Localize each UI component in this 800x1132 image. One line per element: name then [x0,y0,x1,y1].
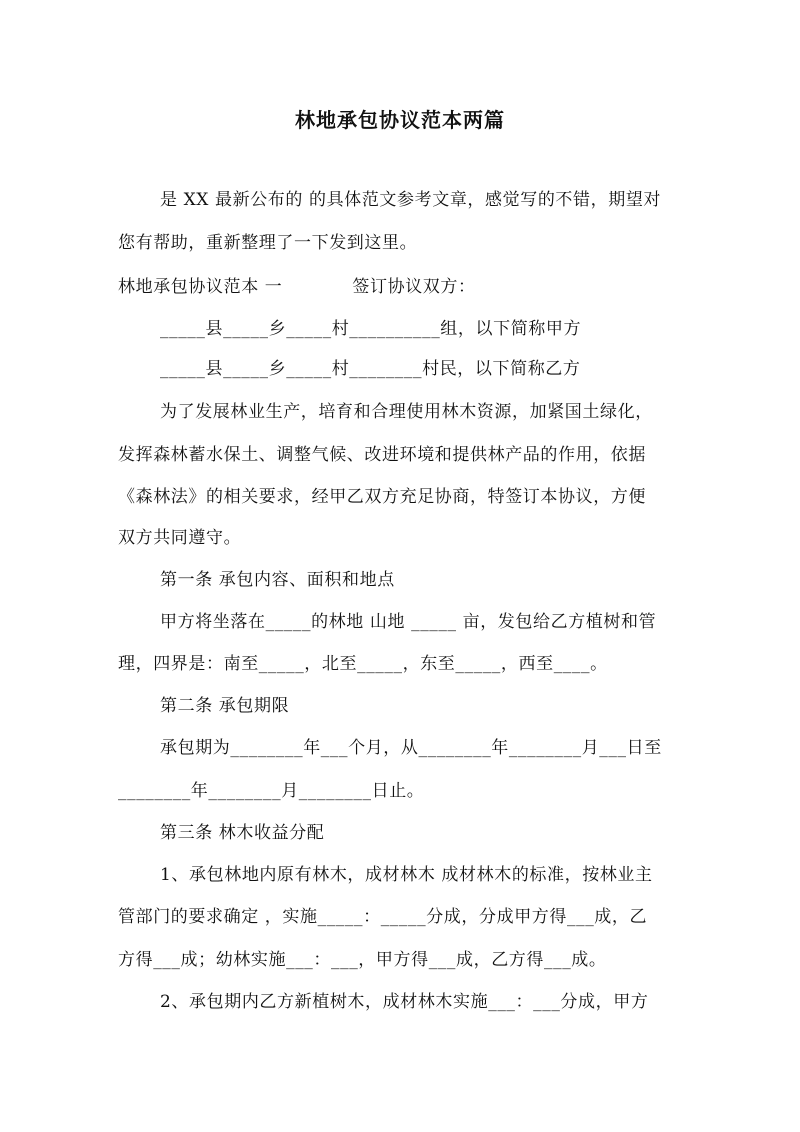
party-a-line: _____县_____乡_____村__________组，以下简称甲方 [160,319,582,339]
document-title: 林地承包协议范本两篇 [295,108,505,132]
paragraph-line: 是 XX 最新公布的 的具体范文参考文章，感觉写的不错，期望对 [160,190,662,210]
paragraph-line: 甲方将坐落在_____的林地 山地 _____ 亩，发包给乙方植树和管 [160,612,657,632]
paragraph-line: 管部门的要求确定 ，实施_____：_____分成，分成甲方得___成，乙 [118,907,648,927]
paragraph-line: 承包期为________年___个月，从________年________月___日至 [160,738,662,758]
section-heading-line [118,276,688,298]
parties-heading: 签订协议双方： [352,277,476,297]
article-2-heading: 第二条 承包期限 [160,696,290,716]
article-3-heading: 第三条 林木收益分配 [160,823,325,843]
paragraph-line: ________年________月________日止。 [118,781,425,801]
paragraph-line: 为了发展林业生产，培育和合理使用林木资源，加紧国土绿化， [160,402,653,422]
paragraph-line: 《森林法》的相关要求，经甲乙双方充足协商，特签订本协议，方便 [118,487,646,507]
sample-heading: 林地承包协议范本 一 [118,277,283,297]
party-b-line: _____县_____乡_____村________村民，以下简称乙方 [160,359,581,379]
paragraph-line: 1、承包林地内原有林木，成材林木 成材林木的标准，按林业主 [160,865,653,885]
paragraph-line: 2、承包期内乙方新植树木，成材林木实施___：___分成，甲方 [160,992,649,1012]
paragraph-line: 发挥森林蓄水保土、调整气候、改进环境和提供林产品的作用，依据 [118,445,646,465]
article-1-heading: 第一条 承包内容、面积和地点 [160,570,395,590]
paragraph-line: 方得___成；幼林实施___：___，甲方得___成，乙方得___成。 [118,950,607,970]
paragraph-line: 双方共同遵守。 [118,528,242,548]
paragraph-line: 您有帮助，重新整理了一下发到这里。 [118,233,418,253]
paragraph-line: 理，四界是：南至_____，北至_____，东至_____，西至____。 [118,654,608,674]
